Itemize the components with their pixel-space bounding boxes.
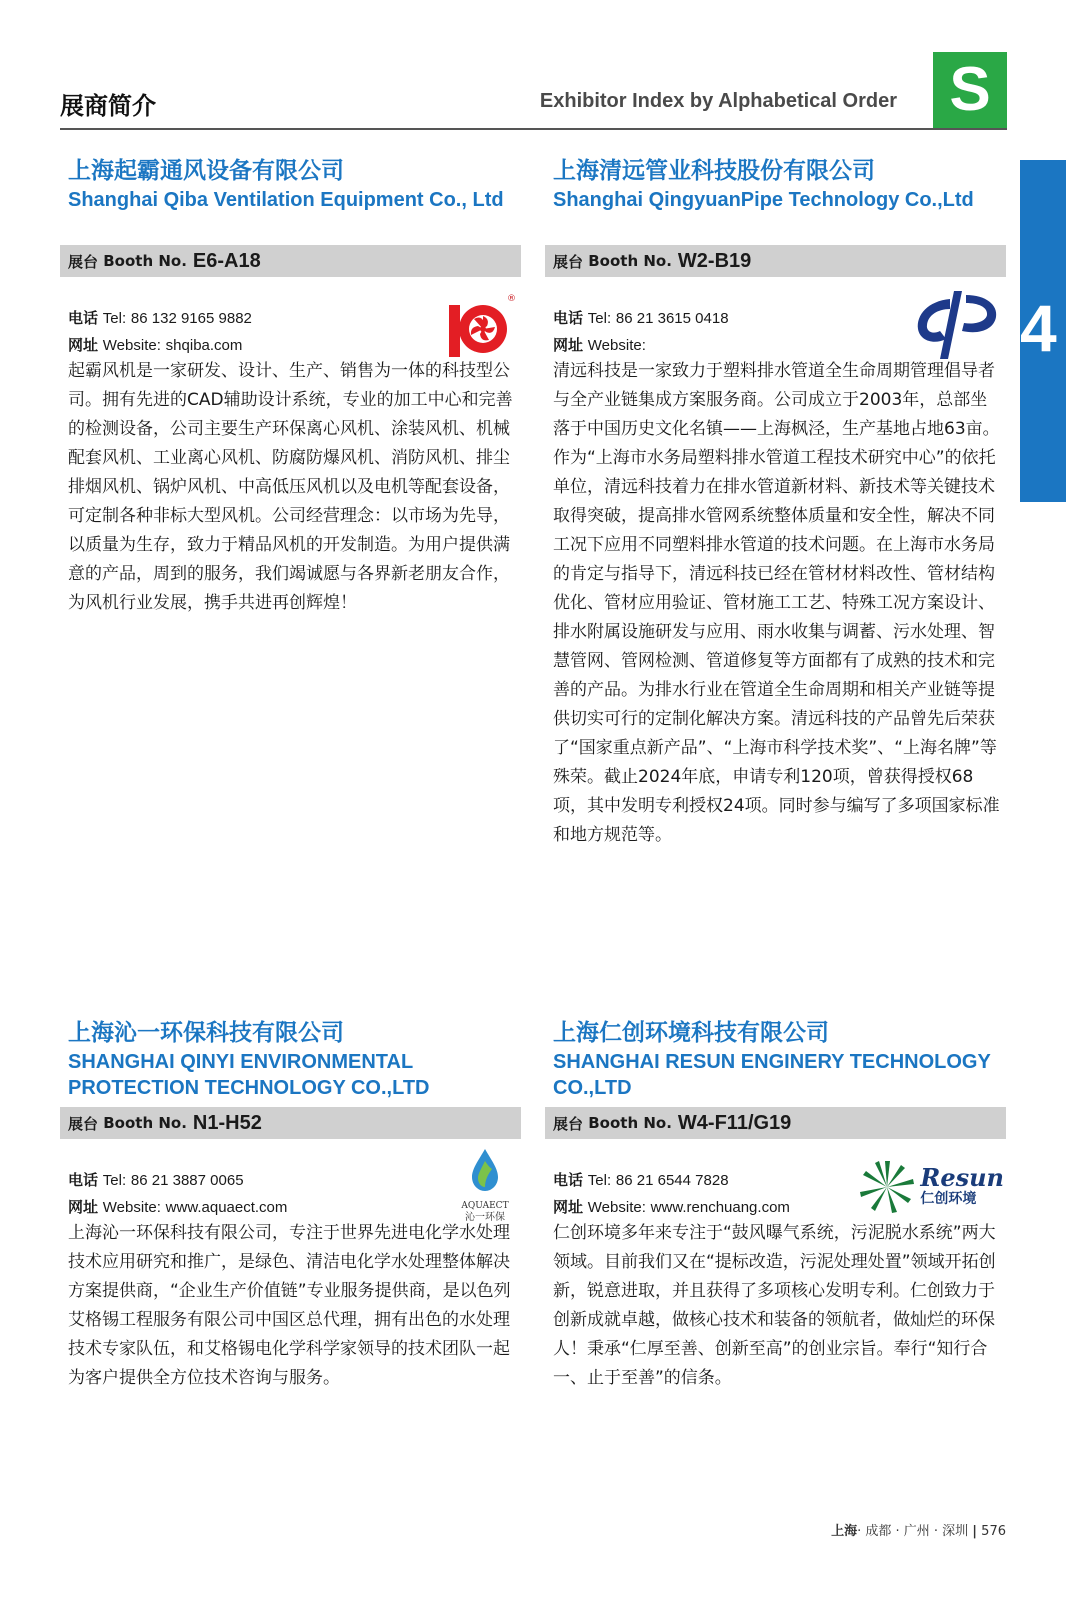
web-label-cn: 网址: [68, 336, 99, 354]
page-number: 576: [981, 1524, 1006, 1539]
website-link[interactable]: www.renchuang.com: [650, 1199, 790, 1216]
resun-logo-text-cn: 仁创环境: [920, 1191, 977, 1207]
booth-label-en: Booth No.: [103, 1114, 187, 1132]
exhibitor-name-cn: 上海仁创环境科技有限公司: [553, 1020, 829, 1046]
exhibitor-name-en: SHANGHAI RESUN ENGINERY TECHNOLOGY CO.,LTD: [553, 1051, 991, 1099]
booth-label-en: Booth No.: [588, 1114, 672, 1132]
page-footer: [831, 1520, 1006, 1539]
aquaect-logo-text-en: AQUAECT: [461, 1201, 509, 1211]
booth-bar: [60, 1107, 521, 1139]
website-link[interactable]: www.aquaect.com: [165, 1199, 288, 1216]
qingyuan-logo-icon: [910, 285, 1000, 369]
web-label-cn: 网址: [68, 1198, 99, 1216]
page-title: 展商简介: [60, 92, 156, 120]
chapter-number: 4: [1020, 291, 1057, 365]
contact-info: [545, 1139, 1006, 1219]
tel-label-en: Tel:: [587, 1172, 612, 1189]
resun-logo-text-en: Resun: [920, 1163, 1004, 1192]
tel-label-cn: 电话: [68, 1171, 99, 1189]
aquaect-logo-text-cn: 沁一环保: [465, 1212, 505, 1223]
booth-bar: [60, 245, 521, 277]
exhibitor-description: 清远科技是一家致力于塑料排水管道全生命周期管理倡导者与全产业链集成方案服务商。公司成立于2003年，总部坐落于中国历史文化名镇——上海枫泾，生产基地占地63亩。作为“上海市水务局塑料排水管道工程技术研究中心”的依托单位，清远科技着力在排水管道新材料、新技术等关键技术取得突破，提高排水管网系统整体质量和安全性，解决不同工况下应用不同塑料排水管道的技术问题。在上海市水务局的肯定与指导下，清远科技已经在管材材料改性、管材结构优化、管材应用验证、管材施工工艺、特殊工况方案设计、排水附属设施研发与应用、雨水收集与调蓄、污水处理、智慧管网、管网检测、管道修复等方面都有了成熟的技术和完善的产品。为排水行业在管道全生命周期和相关产业链等提供切实可行的定制化解决方案。清远科技的产品曾先后荣获了“国家重点新产品”、“上海市科学技术奖”、“上海名牌”等殊荣。截止2024年底，申请专利120项，曾获得授权68项，其中发明专利授权24项。同时参与编写了多项国家标准和地方规范等。: [553, 361, 1000, 845]
booth-bar: [545, 245, 1006, 277]
booth-number: N1-H52: [192, 1111, 262, 1134]
exhibitor-name-cn: 上海清远管业科技股份有限公司: [553, 158, 875, 184]
chapter-tab: [1020, 160, 1066, 502]
svg-text:®: ®: [507, 294, 516, 304]
booth-number: W2-B19: [677, 249, 752, 272]
web-label-cn: 网址: [553, 336, 584, 354]
booth-number: W4-F11/G19: [677, 1111, 792, 1134]
exhibitor-name-cn: 上海起霸通风设备有限公司: [68, 158, 344, 184]
page-header: [60, 52, 1007, 130]
aquaect-logo-icon: [457, 1147, 513, 1224]
booth-label-cn: 展台: [553, 252, 584, 271]
exhibitor-name-en: Shanghai QingyuanPipe Technology Co.,Ltd: [553, 189, 974, 211]
page-subtitle: Exhibitor Index by Alphabetical Order: [539, 90, 897, 112]
exhibitor-name-en: Shanghai Qiba Ventilation Equipment Co., Ltd: [68, 189, 504, 211]
tel-label-en: Tel:: [102, 310, 127, 327]
section-letter: S: [933, 52, 1007, 128]
contact-info: [545, 277, 1006, 357]
resun-logo-icon: [858, 1159, 1004, 1215]
tel-value: 86 21 6544 7828: [615, 1172, 729, 1189]
booth-label-en: Booth No.: [588, 252, 672, 270]
booth-label-cn: 展台: [68, 252, 99, 271]
exhibitor-card: [545, 1017, 1006, 1393]
tel-value: 86 21 3615 0418: [615, 310, 729, 327]
footer-separator: |: [972, 1524, 978, 1539]
exhibitor-card: [60, 1017, 521, 1393]
web-label-en: Website:: [102, 1199, 161, 1216]
web-label-en: Website:: [587, 337, 646, 354]
exhibitor-description: 上海沁一环保科技有限公司，专注于世界先进电化学水处理技术应用研究和推广，是绿色、清洁电化学水处理整体解决方案提供商，“企业生产价值链”专业服务提供商，是以色列艾格锡工程服务有限公司中国区总代理，拥有出色的水处理技术专家队伍，和艾格锡电化学科学家领导的技术团队一起为客户提供全方位技术咨询与服务。: [68, 1223, 511, 1388]
web-label-en: Website:: [587, 1199, 646, 1216]
tel-value: 86 21 3887 0065: [130, 1172, 244, 1189]
tel-value: 86 132 9165 9882: [130, 310, 252, 327]
booth-label-cn: 展台: [553, 1114, 584, 1133]
footer-city-main: 上海: [831, 1524, 858, 1539]
exhibitor-description: 起霸风机是一家研发、设计、生产、销售为一体的科技型公司。拥有先进的CAD辅助设计系统，专业的加工中心和完善的检测设备，公司主要生产环保离心风机、涂装风机、机械配套风机、工业离心风机、防腐防爆风机、消防风机、排尘排烟风机、锅炉风机、中高低压风机以及电机等配套设备，可定制各种非标大型风机。公司经营理念：以市场为先导，以质量为生存，致力于精品风机的开发制造。为用户提供满意的产品，周到的服务，我们竭诚愿与各界新老朋友合作，为风机行业发展，携手共进再创辉煌！: [68, 361, 513, 613]
web-label-en: Website:: [102, 337, 161, 354]
tel-label-en: Tel:: [102, 1172, 127, 1189]
contact-info: [60, 1139, 521, 1223]
web-label-cn: 网址: [553, 1198, 584, 1216]
tel-label-en: Tel:: [587, 310, 612, 327]
tel-label-cn: 电话: [68, 309, 99, 327]
tel-label-cn: 电话: [553, 309, 584, 327]
exhibitor-card: [545, 155, 1006, 850]
exhibitor-card: [60, 155, 521, 618]
tel-label-cn: 电话: [553, 1171, 584, 1189]
contact-info: [60, 277, 521, 357]
website-link[interactable]: shqiba.com: [165, 337, 243, 354]
exhibitor-name-en: SHANGHAI QINYI ENVIRONMENTAL PROTECTION TECHNOLOGY CO.,LTD: [68, 1051, 430, 1099]
footer-cities: · 成都 · 广州 · 深圳: [857, 1524, 969, 1539]
booth-number: E6-A18: [192, 249, 261, 272]
qiba-fan-logo-icon: [447, 291, 515, 369]
booth-label-cn: 展台: [68, 1114, 99, 1133]
booth-label-en: Booth No.: [103, 252, 187, 270]
booth-bar: [545, 1107, 1006, 1139]
exhibitor-description: 仁创环境多年来专注于“鼓风曝气系统，污泥脱水系统”两大领域。目前我们又在“提标改造，污泥处理处置”领域开拓创新，锐意进取，并且获得了多项核心发明专利。仁创致力于创新成就卓越，做核心技术和装备的领航者，做灿烂的环保人！秉承“仁厚至善、创新至高”的创业宗旨。奉行“知行合一、止于至善”的信条。: [553, 1223, 996, 1388]
exhibitor-name-cn: 上海沁一环保科技有限公司: [68, 1020, 344, 1046]
